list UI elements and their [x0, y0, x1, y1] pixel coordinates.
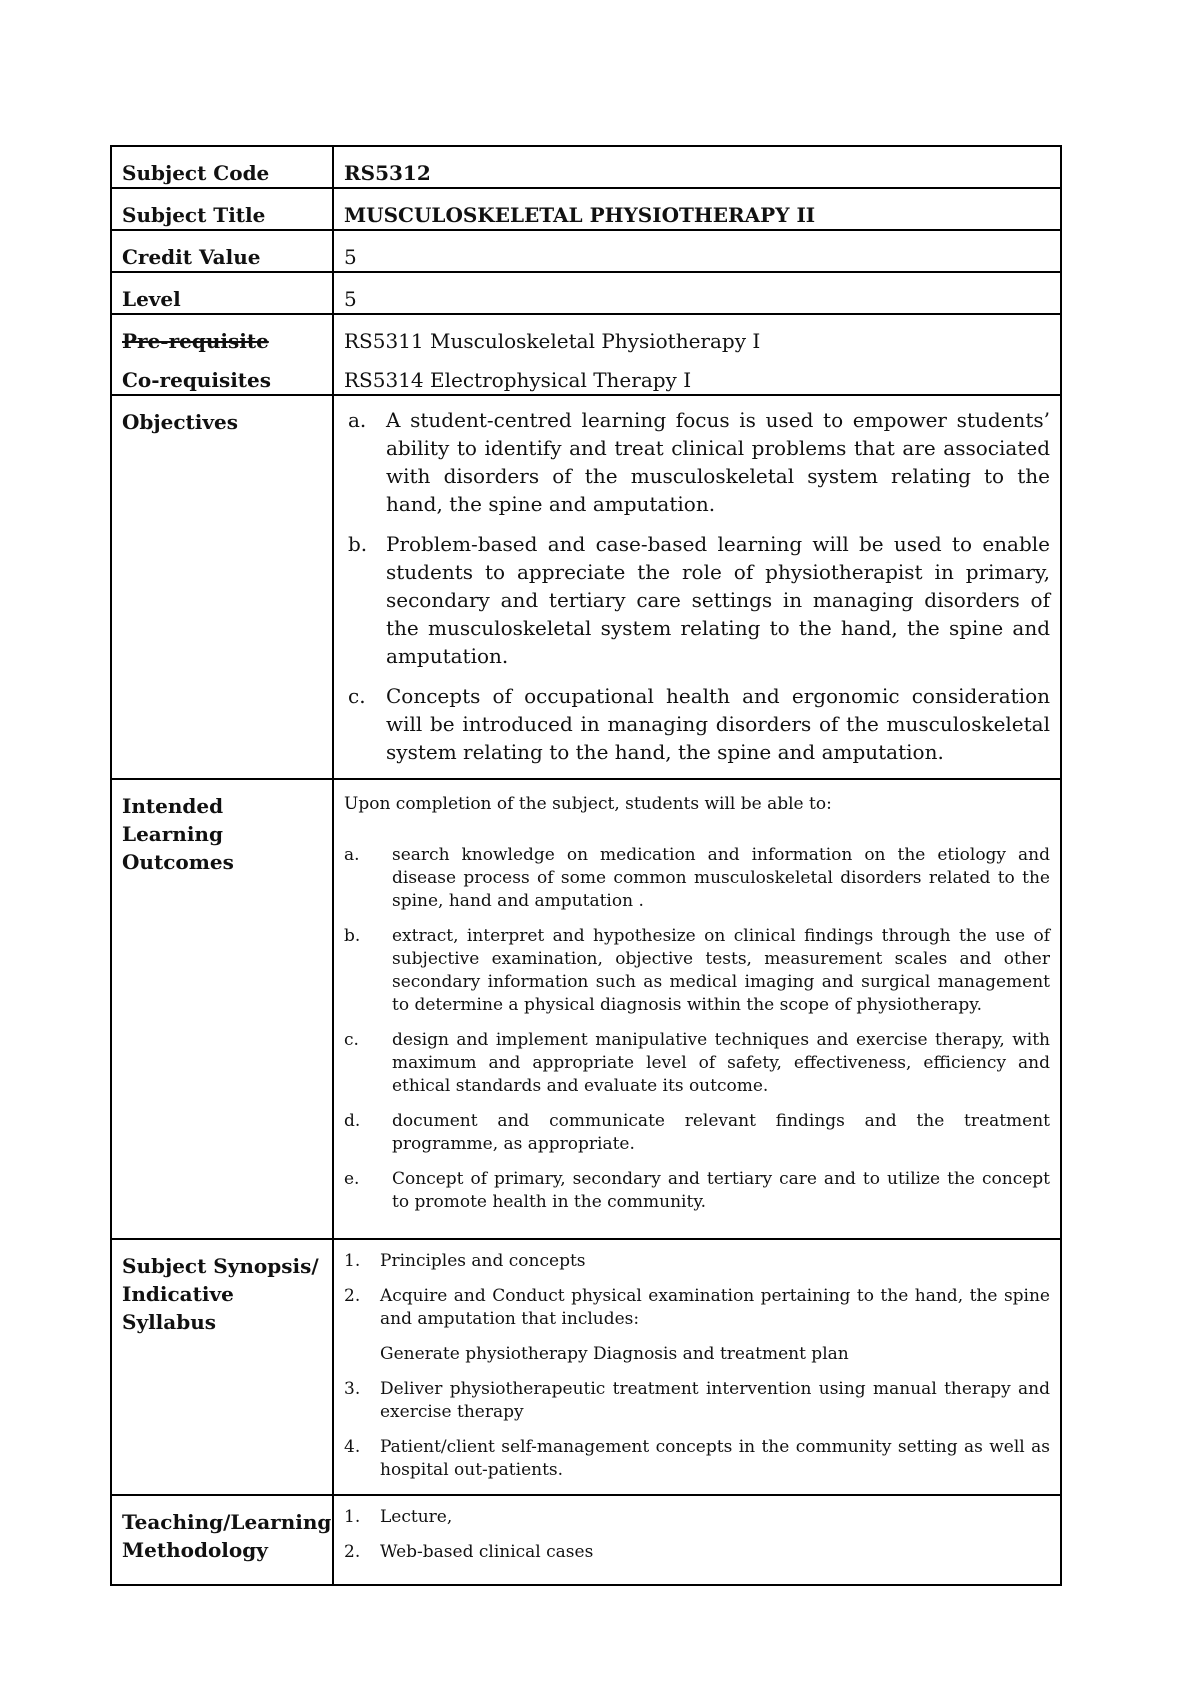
- list-item: [344, 1250, 1050, 1273]
- row-credit-value: [111, 230, 1061, 272]
- objectives-label: Objectives: [122, 410, 238, 434]
- credit-value-value: 5: [344, 245, 357, 269]
- item-marker: 2.: [344, 1286, 361, 1306]
- level-label: Level: [122, 287, 181, 311]
- label-cell: [111, 272, 333, 314]
- label-cell: [111, 314, 333, 395]
- item-text: Principles and concepts: [380, 1251, 586, 1271]
- list-item: [344, 1285, 1050, 1331]
- list-item: [344, 1343, 1050, 1366]
- row-objectives: [111, 395, 1061, 779]
- row-subject-title: [111, 188, 1061, 230]
- level-value: 5: [344, 287, 357, 311]
- list-item: [348, 406, 1050, 518]
- item-marker: c.: [344, 1030, 359, 1050]
- item-text: Generate physiotherapy Diagnosis and treatment plan: [380, 1344, 849, 1364]
- list-item: [348, 530, 1050, 670]
- teaching-label: Teaching/Learning Methodology: [122, 1510, 332, 1562]
- item-text: extract, interpret and hypothesize on clinical findings through the use of subjective examination, objective tests, measurement scales and other secondary information such as medical imaging and surgical management to determine a physical diagnosis within the scope of physiotherapy.: [392, 926, 1050, 1015]
- row-level: [111, 272, 1061, 314]
- label-cell: [111, 779, 333, 1239]
- item-marker: 4.: [344, 1437, 361, 1457]
- item-marker: 1.: [344, 1251, 361, 1271]
- value-cell: [333, 146, 1061, 188]
- credit-value-label: Credit Value: [122, 245, 261, 269]
- objectives-list: [334, 396, 1060, 766]
- label-cell: [111, 146, 333, 188]
- list-item: [344, 1506, 1050, 1529]
- value-cell: [333, 395, 1061, 779]
- item-marker: 2.: [344, 1542, 361, 1562]
- row-requisites: [111, 314, 1061, 395]
- list-item: [344, 1168, 1050, 1214]
- label-cell: [111, 395, 333, 779]
- value-cell: [333, 1239, 1061, 1495]
- subject-title-value: MUSCULOSKELETAL PHYSIOTHERAPY II: [344, 203, 816, 227]
- item-text: search knowledge on medication and information on the etiology and disease process of some common musculoskeletal disorders related to the spine, hand and amputation .: [392, 845, 1050, 911]
- requisites-values: [334, 315, 1060, 394]
- value-cell: [333, 779, 1061, 1239]
- item-marker: b.: [348, 532, 368, 556]
- item-marker: c.: [348, 684, 366, 708]
- list-item: [344, 1436, 1050, 1482]
- subject-title-label: Subject Title: [122, 203, 266, 227]
- value-cell: [333, 314, 1061, 395]
- value-cell: [333, 230, 1061, 272]
- pre-requisite-value: RS5311 Musculoskeletal Physiotherapy I: [344, 329, 761, 353]
- value-cell: [333, 272, 1061, 314]
- list-item: [344, 1110, 1050, 1156]
- label-cell: [111, 1495, 333, 1585]
- synopsis-label: Subject Synopsis/ Indicative Syllabus: [122, 1254, 319, 1334]
- subject-code-value: RS5312: [344, 161, 431, 185]
- item-marker: b.: [344, 926, 361, 946]
- list-item: [344, 1029, 1050, 1098]
- item-text: Deliver physiotherapeutic treatment intervention using manual therapy and exercise therapy: [380, 1379, 1050, 1422]
- requisites-labels: [112, 315, 332, 394]
- synopsis-list: [334, 1240, 1060, 1482]
- item-marker: 3.: [344, 1379, 361, 1399]
- list-item: [344, 925, 1050, 1017]
- item-marker: a.: [348, 408, 367, 432]
- ilo-intro: Upon completion of the subject, students will be able to:: [344, 794, 832, 814]
- list-item: [344, 1541, 1050, 1564]
- label-cell: [111, 1239, 333, 1495]
- list-item: [344, 1378, 1050, 1424]
- row-subject-code: [111, 146, 1061, 188]
- ilo-label: Intended Learning Outcomes: [122, 794, 234, 874]
- item-text: document and communicate relevant findings and the treatment programme, as appropriate.: [392, 1111, 1050, 1154]
- co-requisites-label: Co-requisites: [122, 368, 272, 392]
- label-cell: [111, 230, 333, 272]
- item-marker: 1.: [344, 1507, 361, 1527]
- value-cell: [333, 188, 1061, 230]
- item-text: Acquire and Conduct physical examination pertaining to the hand, the spine and amputation that includes:: [380, 1286, 1050, 1329]
- row-subject-synopsis: [111, 1239, 1061, 1495]
- item-marker: a.: [344, 845, 360, 865]
- item-marker: e.: [344, 1169, 360, 1189]
- list-item: [348, 682, 1050, 766]
- row-intended-learning-outcomes: [111, 779, 1061, 1239]
- row-teaching-methodology: [111, 1495, 1061, 1585]
- list-item: [344, 844, 1050, 913]
- teaching-list: [334, 1496, 1060, 1564]
- subject-code-label: Subject Code: [122, 161, 270, 185]
- item-marker: d.: [344, 1111, 361, 1131]
- subject-description-table: [110, 145, 1062, 1586]
- label-cell: [111, 188, 333, 230]
- item-text: Web-based clinical cases: [380, 1542, 594, 1562]
- item-text: Concept of primary, secondary and tertiary care and to utilize the concept to promote health in the community.: [392, 1169, 1050, 1212]
- item-text: Patient/client self-management concepts in the community setting as well as hospital out-patients.: [380, 1437, 1050, 1480]
- item-text: Concepts of occupational health and ergonomic consideration will be introduced in managing disorders of the musculoskeletal system relating to the hand, the spine and amputation.: [386, 684, 1050, 764]
- item-text: design and implement manipulative techniques and exercise therapy, with maximum and appropriate level of safety, effectiveness, efficiency and ethical standards and evaluate its outcome.: [392, 1030, 1050, 1096]
- item-text: A student-centred learning focus is used to empower students’ ability to identify and treat clinical problems that are associated with disorders of the musculoskeletal system relating to the hand, the spine and amputation.: [386, 408, 1050, 516]
- co-requisites-value: RS5314 Electrophysical Therapy I: [344, 368, 692, 392]
- pre-requisite-label: Pre-requisite: [122, 329, 269, 353]
- item-text: Lecture,: [380, 1507, 453, 1527]
- value-cell: [333, 1495, 1061, 1585]
- ilo-list: [334, 816, 1060, 1214]
- item-text: Problem-based and case-based learning will be used to enable students to appreciate the role of physiotherapist in primary, secondary and tertiary care settings in managing disorders of the musculoskeletal system relating to the hand, the spine and amputation.: [386, 532, 1050, 668]
